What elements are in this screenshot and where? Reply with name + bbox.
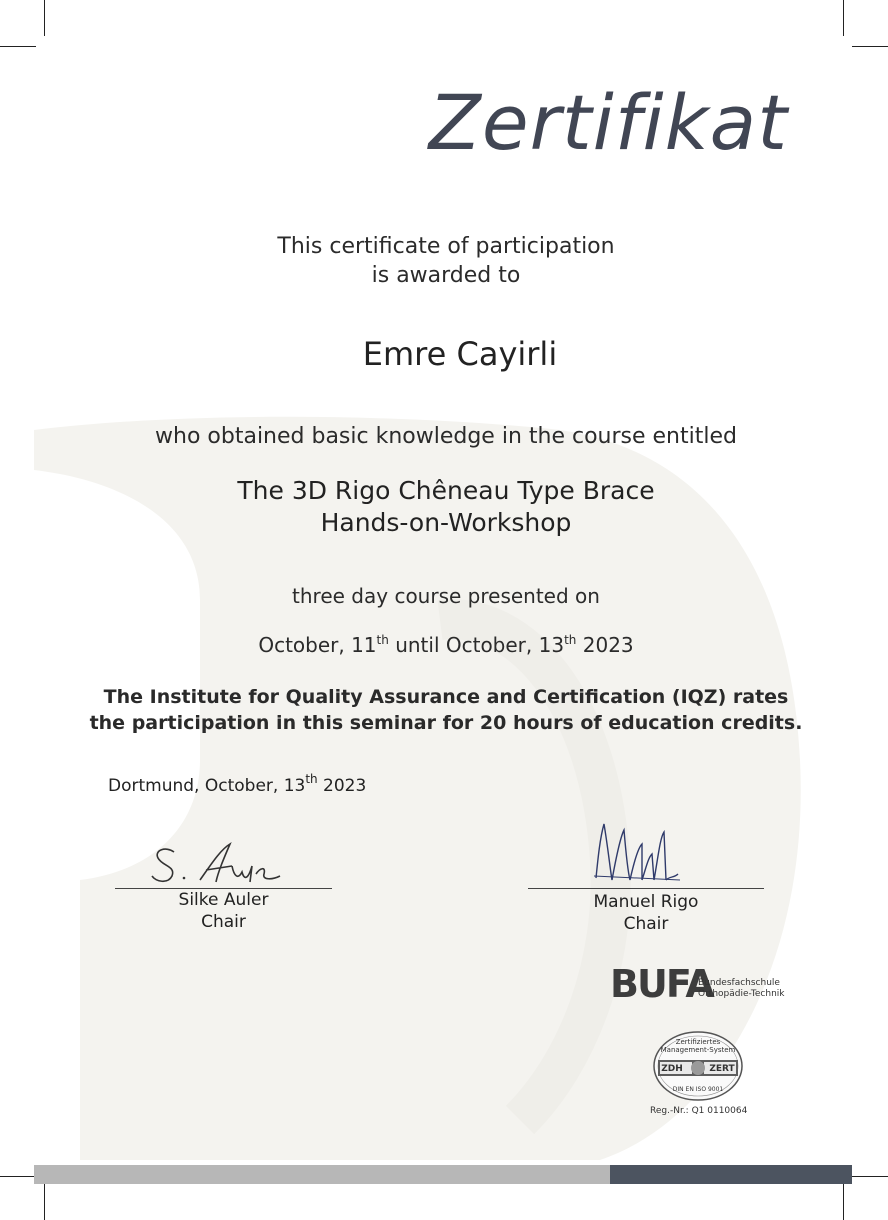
place-date [108, 772, 366, 796]
crop-mark-top-right-v [843, 0, 844, 36]
date-end-suffix: th [564, 633, 577, 647]
bufa-subtitle-line-2: Orthopädie-Technik [698, 989, 785, 999]
seal-label-right: ZERT [709, 1064, 735, 1074]
crop-mark-bottom-right-v [843, 1184, 844, 1220]
registration-number: Reg.-Nr.: Q1 0110064 [650, 1106, 748, 1116]
course-title [2, 475, 888, 539]
footer-bar-dark [610, 1165, 852, 1184]
seal-line-2: Management-System [660, 1046, 736, 1054]
seal-label-left: ZDH [661, 1064, 683, 1074]
signatory-auler [115, 889, 332, 933]
seal-text-top [652, 1038, 744, 1054]
signatory-name: Silke Auler [178, 890, 269, 910]
signature-rigo [586, 818, 686, 888]
signature-line-rigo [528, 888, 764, 889]
date-end: until October, 13 [388, 633, 565, 657]
duration-text: three day course presented on [292, 584, 600, 608]
date-year: 2023 [576, 633, 634, 657]
crop-mark-top-left-v [44, 0, 45, 36]
recipient-name: Emre Cayirli [362, 335, 558, 373]
signatory-role: Chair [623, 914, 669, 934]
date-start: October, 11 [258, 633, 377, 657]
seal-line-1: Zertifiziertes [675, 1038, 721, 1046]
signatory-rigo [528, 891, 764, 935]
crop-mark-top-left-h [0, 46, 36, 47]
place-year: 2023 [317, 776, 367, 796]
signatory-role: Chair [201, 912, 246, 932]
intro-text [2, 232, 888, 290]
bufa-subtitle [698, 978, 785, 1000]
signature-auler [140, 836, 290, 890]
crop-mark-bottom-left-h [0, 1176, 36, 1177]
credits-line-2: the participation in this seminar for 20 hours of education credits. [89, 712, 803, 734]
place-suffix: th [305, 772, 318, 786]
seal-ring-text: DIN EN ISO 9001 [672, 1086, 724, 1093]
credits-statement [2, 684, 888, 736]
footer-bar-light [34, 1165, 612, 1184]
place-text: Dortmund, October, 13 [108, 776, 306, 796]
bufa-subtitle-line-1: Bundesfachschule [698, 978, 780, 988]
crop-mark-bottom-right-h [852, 1176, 888, 1177]
bufa-wordmark: BUFA [610, 962, 713, 1006]
intro-line-1: This certificate of participation [277, 234, 615, 259]
credits-line-1: The Institute for Quality Assurance and Certification (IQZ) rates [103, 686, 789, 708]
course-line-1: The 3D Rigo Chêneau Type Brace [237, 476, 655, 505]
crop-mark-bottom-left-v [44, 1184, 45, 1220]
date-start-suffix: th [376, 633, 389, 647]
signatory-name: Manuel Rigo [593, 892, 699, 912]
crop-mark-top-right-h [852, 46, 888, 47]
certificate-title: Zertifikat [428, 78, 788, 167]
course-dates [2, 633, 888, 657]
intro-line-2: is awarded to [371, 263, 521, 288]
obtained-text: who obtained basic knowledge in the course entitled [155, 424, 737, 449]
course-line-2: Hands-on-Workshop [320, 508, 572, 537]
